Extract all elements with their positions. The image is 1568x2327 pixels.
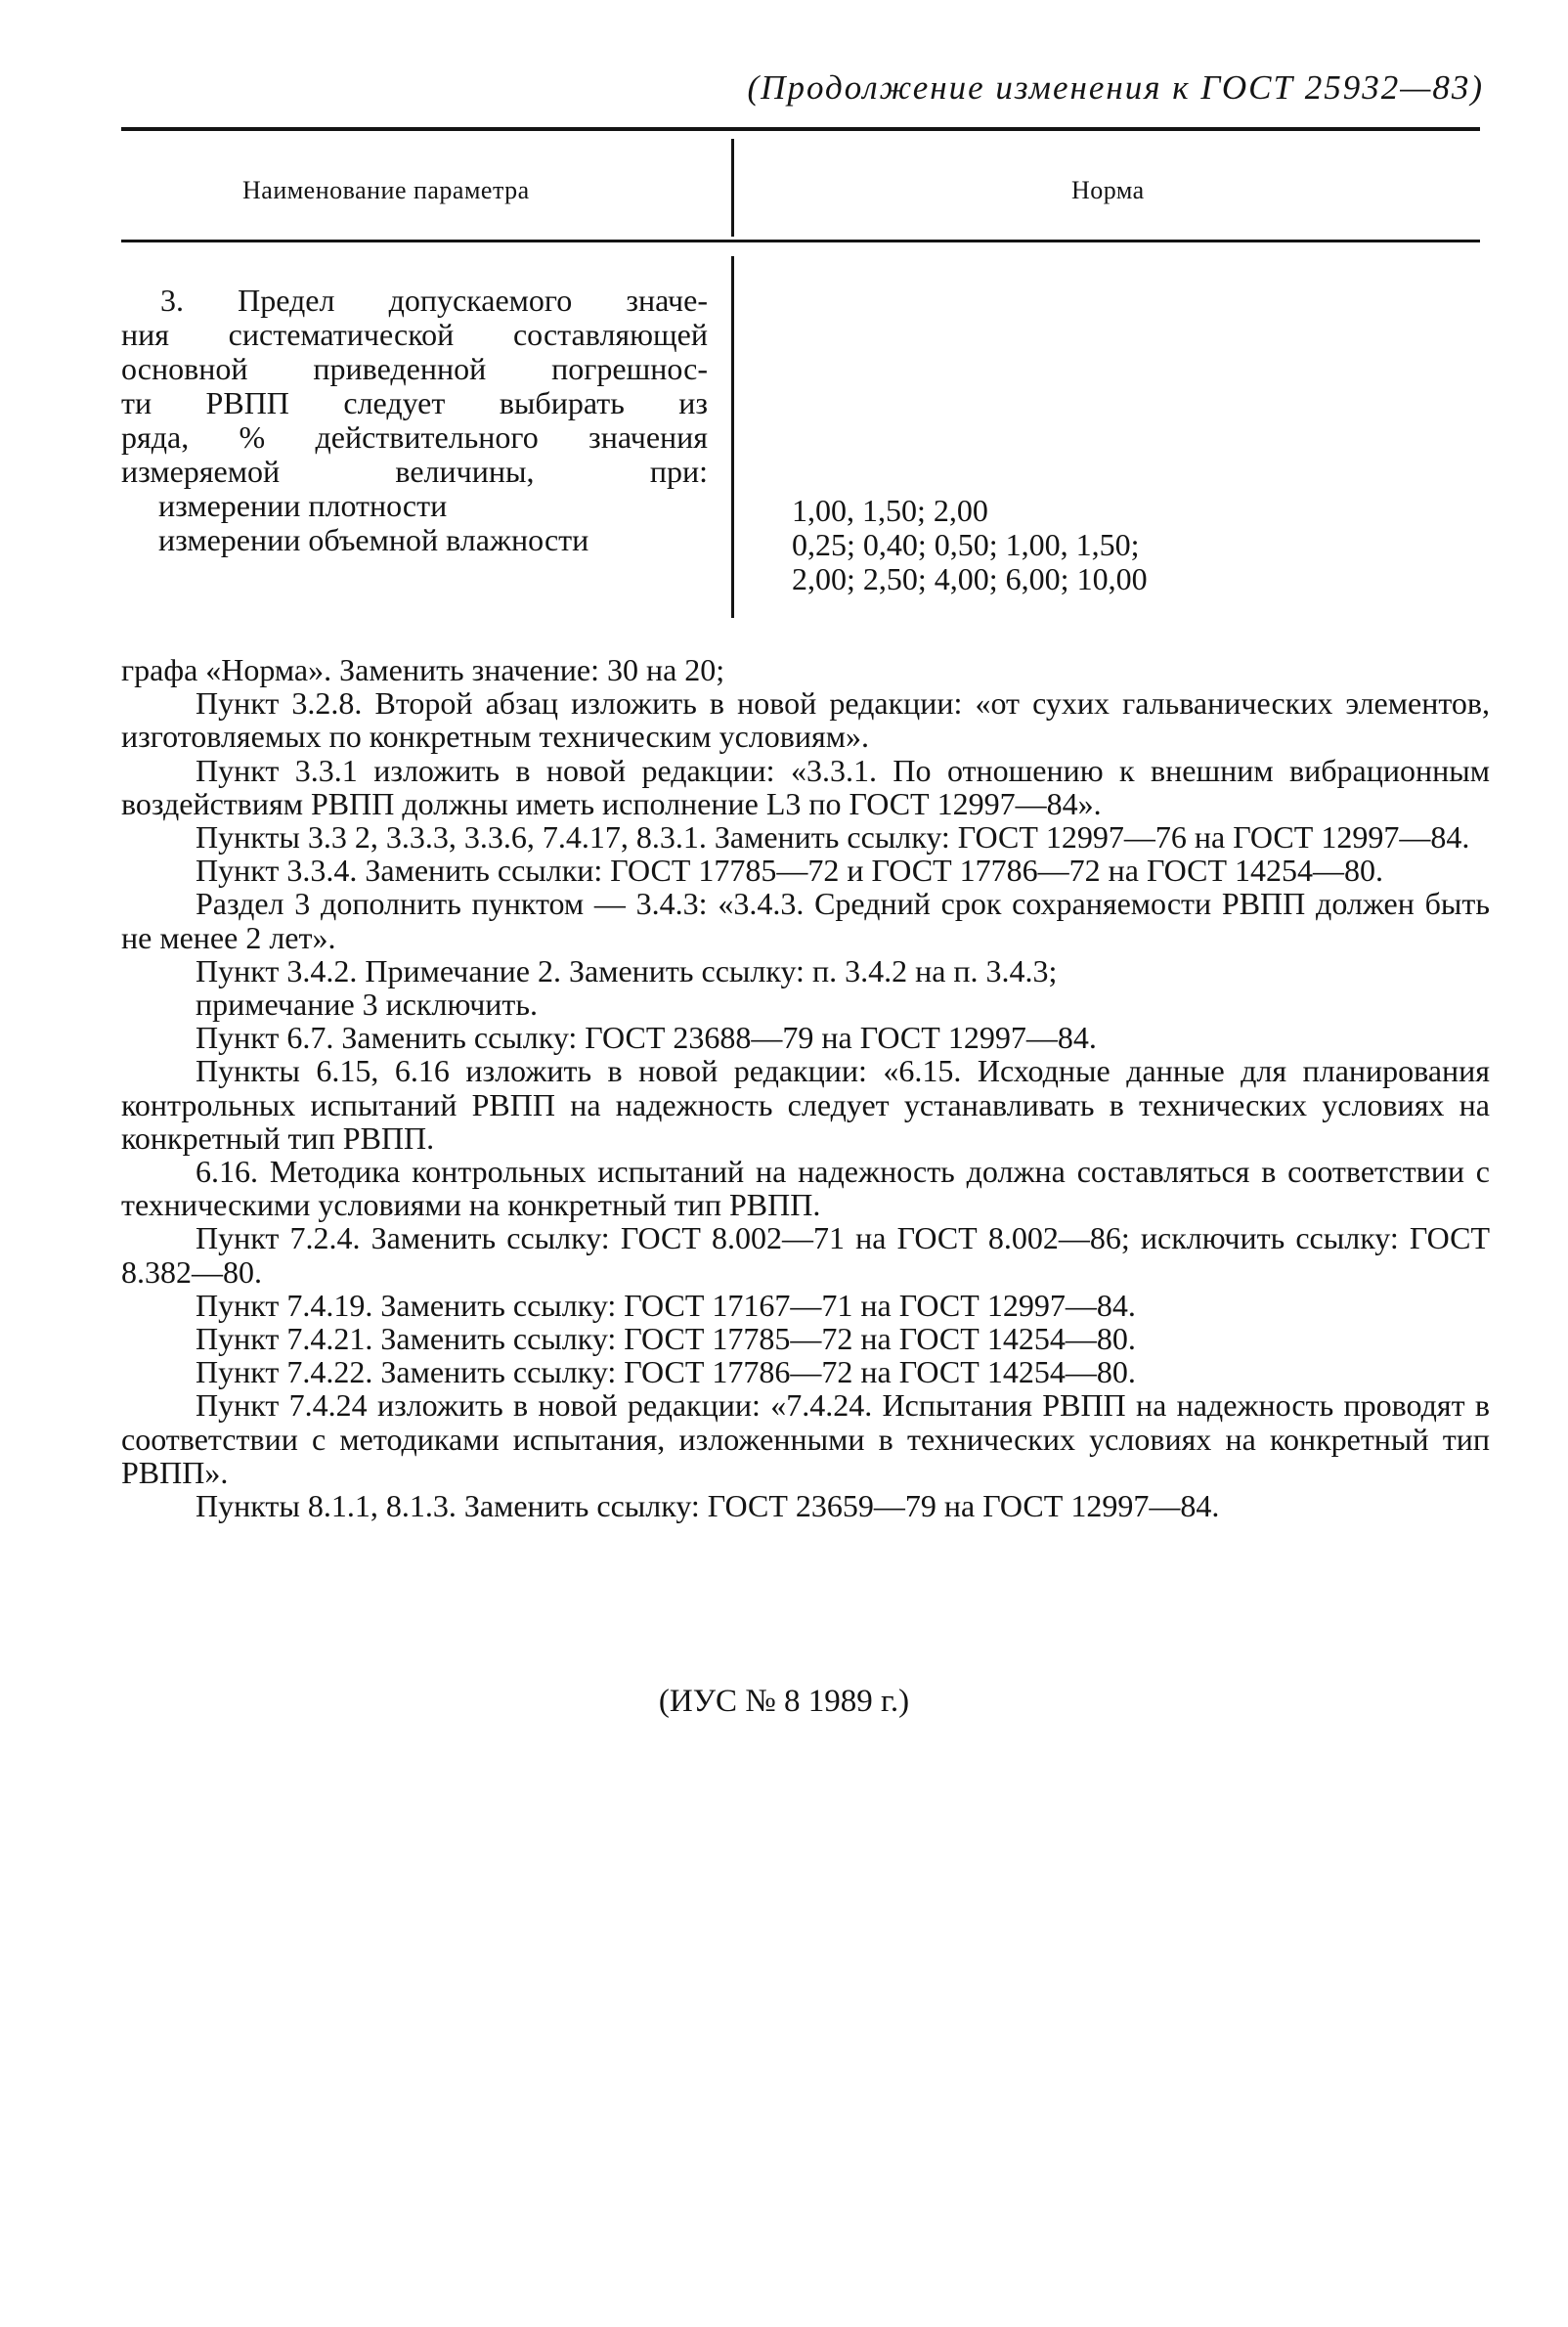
paragraph: 6.16. Методика контрольных испытаний на надежность должна составляться в соответствии с техническими условиями на конкретный тип РВПП. <box>121 1154 1490 1223</box>
parameter-cell <box>121 284 708 557</box>
norm-values-moisture: 0,25; 0,40; 0,50; 1,00, 1,50; <box>792 527 1140 562</box>
paragraph: графа «Норма». Заменить значение: 30 на 20; <box>121 652 725 687</box>
parameter-line: ряда, % действительного значения <box>121 419 708 455</box>
paragraph: Пункты 8.1.1, 8.1.3. Заменить ссылку: ГОСТ 23659—79 на ГОСТ 12997—84. <box>196 1488 1220 1524</box>
norm-values-moisture-cont: 2,00; 2,50; 4,00; 6,00; 10,00 <box>792 561 1148 596</box>
parameter-description <box>121 284 708 489</box>
paragraph: Пункт 7.4.24 изложить в новой редакции: «7.4.24. Испытания РВПП на надежность проводят в соответствии с методиками испытания, изложенными в технических условиях на конкретный тип РВПП». <box>121 1387 1490 1490</box>
table-header-divider <box>731 139 734 237</box>
parameter-line: измеряемой величины, при: <box>121 454 708 489</box>
table-body-divider <box>731 256 734 618</box>
sub-item-density: измерении плотности <box>158 488 448 523</box>
paragraph: Пункт 7.4.22. Заменить ссылку: ГОСТ 17786—72 на ГОСТ 14254—80. <box>196 1354 1136 1390</box>
amendment-text <box>121 653 1490 1522</box>
parameter-line: ния систематической составляющей <box>121 317 708 352</box>
paragraph: Пункты 3.3 2, 3.3.3, 3.3.6, 7.4.17, 8.3.1. Заменить ссылку: ГОСТ 12997—76 на ГОСТ 12997—84. <box>196 819 1470 856</box>
paragraph: Раздел 3 дополнить пунктом — 3.4.3: «3.4.3. Средний срок сохраняемости РВПП должен быть не менее 2 лет». <box>121 886 1490 955</box>
paragraph: примечание 3 исключить. <box>196 987 538 1023</box>
paragraph: Пункт 3.4.2. Примечание 2. Заменить ссылку: п. 3.4.2 на п. 3.4.3; <box>196 952 1058 988</box>
paragraph: Пункт 7.2.4. Заменить ссылку: ГОСТ 8.002—71 на ГОСТ 8.002—86; исключить ссылку: ГОСТ 8.382—80. <box>121 1220 1490 1290</box>
table-top-rule <box>121 127 1480 131</box>
paragraph: Пункт 7.4.19. Заменить ссылку: ГОСТ 17167—71 на ГОСТ 12997—84. <box>196 1287 1136 1323</box>
parameter-line: основной приведенной погрешнос- <box>121 351 708 386</box>
paragraph: Пункты 6.15, 6.16 изложить в новой редакции: «6.15. Исходные данные для планирования контрольных испытаний РВПП на надежность следует устанавливать в технических условиях на конкретный тип РВПП. <box>121 1053 1490 1156</box>
sub-item-moisture: измерении объемной влажности <box>158 522 589 557</box>
table-header-rule <box>121 240 1480 242</box>
column-header-norm: Норма <box>1071 176 1145 204</box>
paragraph: Пункт 3.3.1 изложить в новой редакции: «3.3.1. По отношению к внешним вибрационным воздействиям РВПП должны иметь исполнение L3 по ГОСТ 12997—84». <box>121 752 1490 821</box>
paragraph: Пункт 6.7. Заменить ссылку: ГОСТ 23688—79 на ГОСТ 12997—84. <box>196 1020 1097 1056</box>
parameter-line: ти РВПП следует выбирать из <box>121 385 708 420</box>
parameter-sub-items <box>121 489 708 557</box>
column-header-parameter: Наименование параметра <box>242 176 530 204</box>
paragraph: Пункт 7.4.21. Заменить ссылку: ГОСТ 17785—72 на ГОСТ 14254—80. <box>196 1321 1136 1357</box>
ius-reference: (ИУС № 8 1989 г.) <box>658 1684 910 1719</box>
paragraph: Пункт 3.2.8. Второй абзац изложить в новой редакции: «от сухих гальванических элементов, изготовляемых по конкретным техническим условиям». <box>121 685 1490 755</box>
paragraph: Пункт 3.3.4. Заменить ссылки: ГОСТ 17785—72 и ГОСТ 17786—72 на ГОСТ 14254—80. <box>196 853 1384 889</box>
norm-cell <box>792 494 1148 596</box>
parameter-line: 3. Предел допускаемого значе- <box>160 283 708 318</box>
norm-values-density: 1,00, 1,50; 2,00 <box>792 493 988 528</box>
continuation-header: (Продолжение изменения к ГОСТ 25932—83) <box>747 68 1484 107</box>
